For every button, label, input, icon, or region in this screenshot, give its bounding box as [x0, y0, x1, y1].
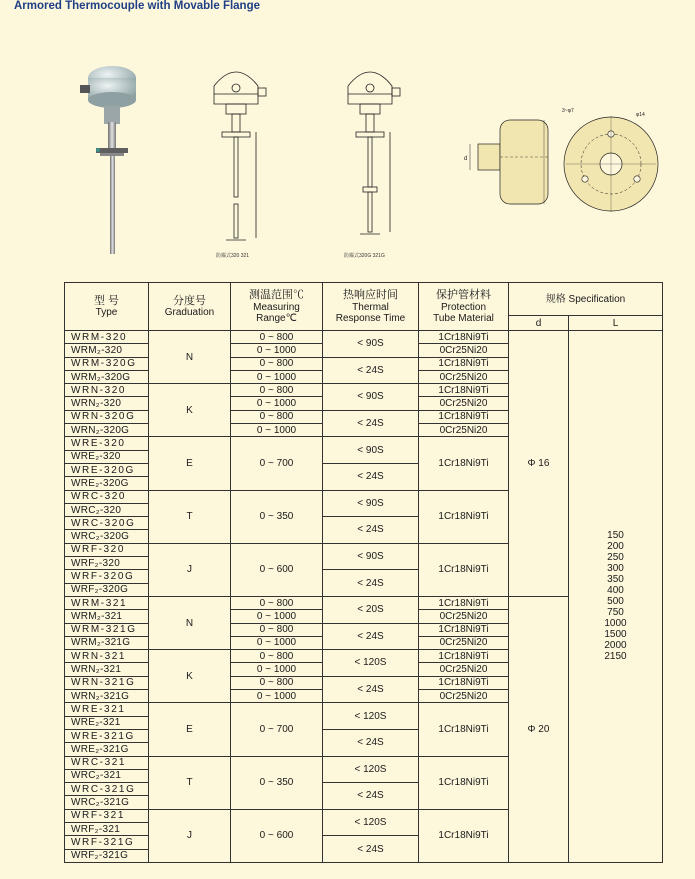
l-value: 400: [607, 585, 624, 597]
cell-d-20: Φ 20: [509, 596, 569, 862]
cell-range: 0 ~ 1000: [231, 424, 323, 437]
cell-type: WRC₂-320: [65, 503, 149, 516]
cell-type: WRN₂-321: [65, 663, 149, 676]
cell-range: 0 ~ 600: [231, 543, 323, 596]
cell-range: 0 ~ 800: [231, 331, 323, 344]
cell-type: WRN-321G: [65, 676, 149, 689]
cell-tube: 1Cr18Ni9Ti: [419, 756, 509, 809]
figures-area: [0, 40, 695, 280]
l-value: 200: [607, 541, 624, 553]
cell-response: < 120S: [323, 756, 419, 783]
cell-range: 0 ~ 350: [231, 756, 323, 809]
cell-type: WRM-320G: [65, 357, 149, 370]
cell-tube: 1Cr18Ni9Ti: [419, 703, 509, 756]
cell-range: 0 ~ 700: [231, 437, 323, 490]
cell-l-values: [569, 331, 663, 863]
cell-range: 0 ~ 800: [231, 596, 323, 609]
cell-response: < 90S: [323, 384, 419, 411]
cell-response: < 24S: [323, 570, 419, 597]
caption-1: 防爆式320 321: [216, 253, 250, 259]
header-row-1: [65, 283, 663, 316]
cell-range: 0 ~ 800: [231, 676, 323, 689]
flange-front-view: [556, 106, 666, 220]
page-title: Armored Thermocouple with Movable Flange: [14, 0, 261, 12]
l-value: 2150: [604, 651, 627, 663]
cell-tube: 1Cr18Ni9Ti: [419, 410, 509, 423]
cell-type: WRM₂-321G: [65, 636, 149, 649]
cell-tube: 0Cr25Ni20: [419, 370, 509, 383]
cell-response: < 24S: [323, 783, 419, 810]
cell-type: WRN₂-320: [65, 397, 149, 410]
l-value: 500: [607, 596, 624, 608]
cell-type: WRE₂-320G: [65, 477, 149, 490]
cell-type: WRF-321: [65, 809, 149, 822]
cell-range: 0 ~ 800: [231, 650, 323, 663]
cell-type: WRM-321G: [65, 623, 149, 636]
cell-range: 0 ~ 1000: [231, 610, 323, 623]
cell-response: < 24S: [323, 410, 419, 437]
cell-tube: 1Cr18Ni9Ti: [419, 809, 509, 862]
cell-response: < 90S: [323, 331, 419, 358]
cell-graduation: T: [149, 490, 231, 543]
cell-type: WRC-321G: [65, 783, 149, 796]
cell-range: 0 ~ 1000: [231, 344, 323, 357]
cell-range: 0 ~ 800: [231, 623, 323, 636]
cell-tube: 1Cr18Ni9Ti: [419, 384, 509, 397]
cell-type: WRF₂-320G: [65, 583, 149, 596]
cell-range: 0 ~ 350: [231, 490, 323, 543]
l-value: 2000: [604, 640, 627, 652]
cell-response: < 24S: [323, 836, 419, 863]
header-tube: 保护管材料 Protection Tube Material: [419, 283, 509, 331]
cell-tube: 0Cr25Ni20: [419, 397, 509, 410]
flange-hole-label: 3~φ7: [562, 108, 574, 114]
cell-type: WRC₂-320G: [65, 530, 149, 543]
cell-response: < 120S: [323, 650, 419, 677]
cell-range: 0 ~ 1000: [231, 397, 323, 410]
cell-graduation: K: [149, 384, 231, 437]
header-spec: 规格 Specification: [509, 283, 663, 316]
cell-tube: 1Cr18Ni9Ti: [419, 357, 509, 370]
cell-type: WRF₂-321G: [65, 849, 149, 862]
cell-type: WRE₂-321: [65, 716, 149, 729]
cell-range: 0 ~ 800: [231, 384, 323, 397]
cell-graduation: E: [149, 437, 231, 490]
cell-type: WRE-320G: [65, 463, 149, 476]
cell-type: WRF₂-320: [65, 557, 149, 570]
cell-type: WRM₂-321: [65, 610, 149, 623]
cell-range: 0 ~ 1000: [231, 636, 323, 649]
cell-type: WRM-320: [65, 331, 149, 344]
thermocouple-photo: [74, 60, 154, 260]
l-value: 150: [607, 530, 624, 542]
cell-type: WRE₂-320: [65, 450, 149, 463]
cell-tube: 0Cr25Ni20: [419, 663, 509, 676]
cell-type: WRF-321G: [65, 836, 149, 849]
cell-response: < 120S: [323, 809, 419, 836]
cell-response: < 24S: [323, 676, 419, 703]
flange-side-view: [462, 110, 552, 220]
cell-type: WRN₂-321G: [65, 690, 149, 703]
cell-type: WRE-321G: [65, 729, 149, 742]
cell-type: WRE-321: [65, 703, 149, 716]
header-d: d: [509, 316, 569, 331]
cell-tube: 1Cr18Ni9Ti: [419, 650, 509, 663]
cell-graduation: N: [149, 596, 231, 649]
cell-graduation: J: [149, 809, 231, 862]
cell-range: 0 ~ 800: [231, 357, 323, 370]
cell-tube: 0Cr25Ni20: [419, 636, 509, 649]
cell-range: 0 ~ 1000: [231, 370, 323, 383]
l-value: 1000: [604, 618, 627, 630]
cell-tube: 1Cr18Ni9Ti: [419, 331, 509, 344]
cell-response: < 90S: [323, 543, 419, 570]
cell-response: < 90S: [323, 437, 419, 464]
header-type: 型 号 Type: [65, 283, 149, 331]
cell-tube: 0Cr25Ni20: [419, 690, 509, 703]
cell-type: WRF-320G: [65, 570, 149, 583]
cell-type: WRN-320G: [65, 410, 149, 423]
cell-type: WRM-321: [65, 596, 149, 609]
cell-tube: 1Cr18Ni9Ti: [419, 623, 509, 636]
l-value: 250: [607, 552, 624, 564]
cell-tube: 0Cr25Ni20: [419, 424, 509, 437]
cell-tube: 0Cr25Ni20: [419, 344, 509, 357]
cell-type: WRC-321: [65, 756, 149, 769]
cell-type: WRN₂-320G: [65, 424, 149, 437]
cell-graduation: E: [149, 703, 231, 756]
cell-response: < 24S: [323, 623, 419, 650]
cell-type: WRF-320: [65, 543, 149, 556]
header-graduation: 分度号 Graduation: [149, 283, 231, 331]
drawing-320g-321g: [330, 58, 410, 258]
cell-tube: 1Cr18Ni9Ti: [419, 676, 509, 689]
cell-response: < 24S: [323, 463, 419, 490]
cell-tube: 1Cr18Ni9Ti: [419, 596, 509, 609]
l-value: 350: [607, 574, 624, 586]
cell-graduation: N: [149, 331, 231, 384]
caption-2: 防爆式320G 321G: [344, 253, 385, 259]
cell-response: < 24S: [323, 357, 419, 384]
cell-type: WRE-320: [65, 437, 149, 450]
cell-range: 0 ~ 600: [231, 809, 323, 862]
cell-response: < 120S: [323, 703, 419, 730]
l-value: 750: [607, 607, 624, 619]
cell-range: 0 ~ 700: [231, 703, 323, 756]
cell-d-16: Φ 16: [509, 331, 569, 597]
header-l: L: [569, 316, 663, 331]
spec-table: [64, 282, 663, 863]
cell-response: < 20S: [323, 596, 419, 623]
cell-type: WRE₂-321G: [65, 743, 149, 756]
cell-range: 0 ~ 1000: [231, 690, 323, 703]
cell-type: WRC-320: [65, 490, 149, 503]
cell-type: WRC-320G: [65, 517, 149, 530]
cell-range: 0 ~ 1000: [231, 663, 323, 676]
l-value: 1500: [604, 629, 627, 641]
cell-type: WRM₂-320: [65, 344, 149, 357]
cell-graduation: T: [149, 756, 231, 809]
flange-dia-label: φ14: [636, 112, 645, 118]
l-value: 300: [607, 563, 624, 575]
cell-type: WRN-321: [65, 650, 149, 663]
cell-graduation: K: [149, 650, 231, 703]
cell-tube: 0Cr25Ni20: [419, 610, 509, 623]
cell-response: < 24S: [323, 729, 419, 756]
cell-type: WRN-320: [65, 384, 149, 397]
drawing-320-321: [196, 58, 276, 258]
flange-d-label: d: [464, 156, 468, 162]
cell-response: < 24S: [323, 517, 419, 544]
header-range: 测温范围℃ Measuring Range℃: [231, 283, 323, 331]
cell-graduation: J: [149, 543, 231, 596]
cell-tube: 1Cr18Ni9Ti: [419, 490, 509, 543]
header-response: 热响应时间 Thermal Response Time: [323, 283, 419, 331]
cell-type: WRC₂-321G: [65, 796, 149, 809]
cell-tube: 1Cr18Ni9Ti: [419, 543, 509, 596]
cell-type: WRF₂-321: [65, 822, 149, 835]
cell-type: WRM₂-320G: [65, 370, 149, 383]
cell-range: 0 ~ 800: [231, 410, 323, 423]
cell-tube: 1Cr18Ni9Ti: [419, 437, 509, 490]
table-row: [65, 331, 663, 344]
cell-type: WRC₂-321: [65, 769, 149, 782]
cell-response: < 90S: [323, 490, 419, 517]
